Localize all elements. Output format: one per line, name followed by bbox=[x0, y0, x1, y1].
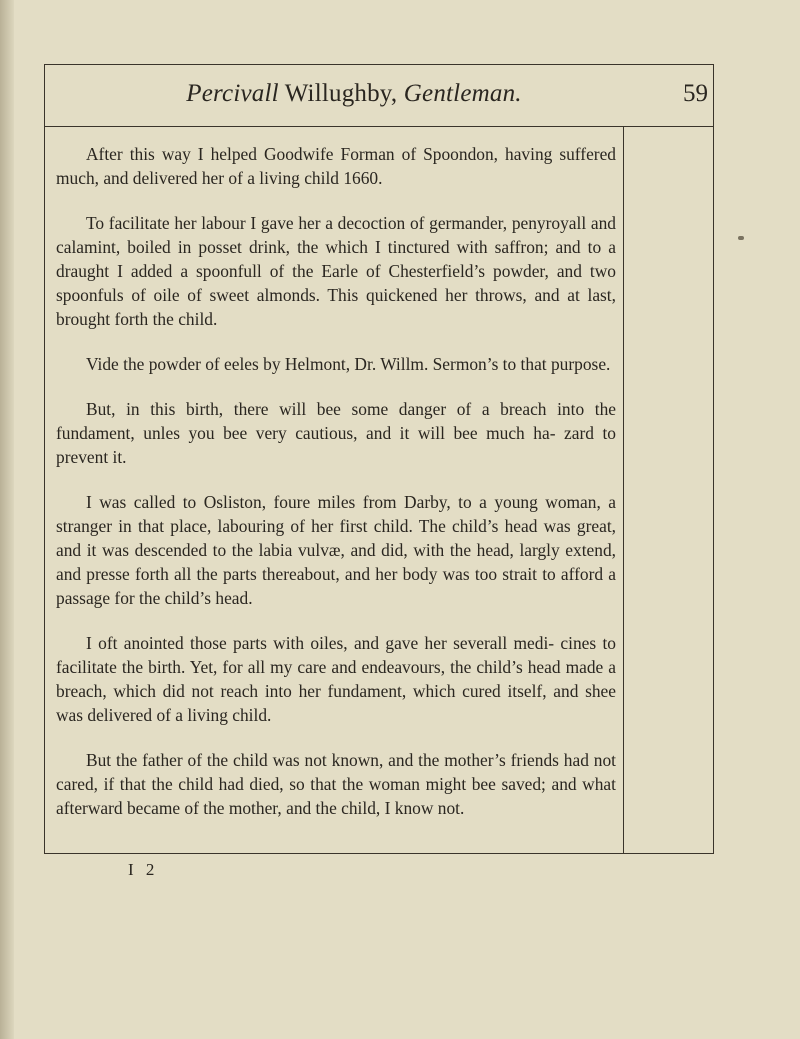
paragraph-decoction: To facilitate her labour I gave her a decoction of germander, penyroyall and calamint, boiled in posset drink, the which I tinctured with saffron; and to a draught I added a spoonfull of the Earle of Chesterfield’s powder, and two spoonfuls of oile of sweet almonds. This quickened her throws, and at last, brought forth the child. bbox=[56, 213, 616, 329]
paragraph-danger: But, in this birth, there will bee some danger of a breach into the fundament, unles you bee very cautious, and it will bee much ha- zard to prevent it. bbox=[56, 399, 616, 467]
paragraph-osliston: I was called to Osliston, foure miles from Darby, to a young woman, a stranger in that place, labouring of her first child. The child’s head was great, and it was descended to the labia vulvæ, and did, with the head, largly extend, and presse forth all the parts thereabout, and her body was too strait to afford a passage for the child’s head. bbox=[56, 492, 616, 608]
frame-right-line bbox=[713, 64, 714, 854]
paragraph-vide: Vide the powder of eeles by Helmont, Dr. Willm. Sermon’s to that purpose. bbox=[86, 354, 611, 374]
running-head-title: Gentleman. bbox=[403, 80, 522, 107]
page-header bbox=[44, 72, 714, 124]
body-text bbox=[56, 142, 616, 841]
running-head-surname: Willughby, bbox=[284, 80, 398, 107]
spine-shadow bbox=[0, 0, 14, 1039]
running-head-name: Percivall bbox=[186, 80, 279, 107]
frame-left-line bbox=[44, 64, 45, 854]
paragraph-anointed: I oft anointed those parts with oiles, and gave her severall medi- cines to facilitate the birth. Yet, for all my care and endeavours, the child’s head made a breach, which did not reach into her fundament, which cured itself, and shee was delivered of a living child. bbox=[56, 633, 616, 725]
frame-bottom-line bbox=[44, 853, 714, 854]
page-number: 59 bbox=[683, 80, 708, 107]
running-head bbox=[44, 78, 664, 110]
paper-speck bbox=[738, 236, 744, 240]
signature-mark: I 2 bbox=[128, 860, 159, 879]
margin-column-line bbox=[623, 126, 624, 854]
header-rule bbox=[44, 126, 714, 127]
paragraph-forman: After this way I helped Goodwife Forman of Spoondon, having suffered much, and delivered her of a living child 1660. bbox=[56, 144, 616, 188]
frame-top-line bbox=[44, 64, 714, 65]
paragraph-father: But the father of the child was not known, and the mother’s friends had not cared, if that the child had died, so that the woman might bee saved; and what afterward became of the mother, and the child, I know not. bbox=[56, 750, 616, 818]
